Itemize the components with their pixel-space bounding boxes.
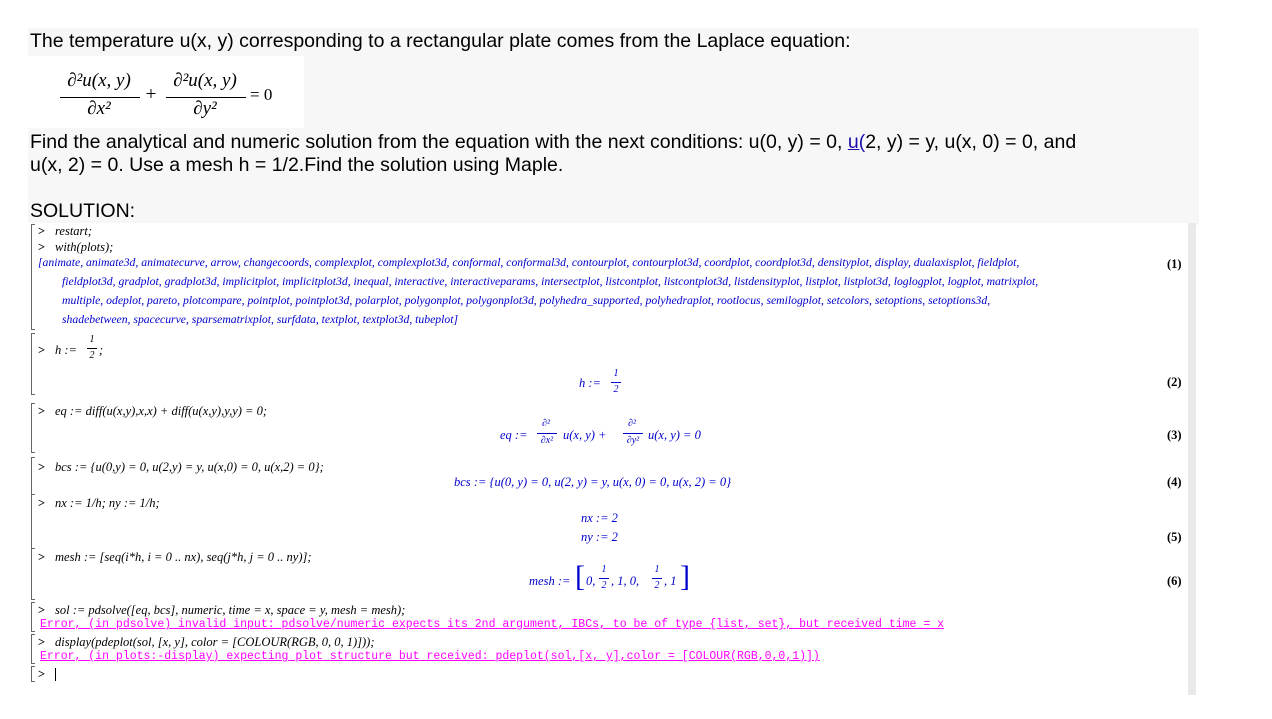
output-mesh-den-2: 2	[654, 580, 660, 591]
prompt: >	[38, 460, 46, 474]
output-plots-line-4: shadebetween, spacecurve, sparsematrixplot, surfdata, textplot, textplot3d, tubeplot]	[62, 313, 459, 326]
group-bracket-6	[31, 548, 35, 600]
prompt: >	[38, 343, 46, 357]
group-bracket-4	[31, 457, 35, 495]
output-eq-dx: ∂x²	[540, 435, 554, 446]
output-mesh-bar-1	[599, 578, 609, 579]
prompt: >	[38, 224, 46, 238]
cmd-with-plots[interactable]: with(plots);	[55, 240, 114, 254]
laplace-equation	[28, 56, 304, 128]
conditions-line-1	[30, 131, 1076, 154]
equation-label-1: (1)	[1167, 257, 1182, 271]
error-display[interactable]: Error, (in plots:-display) expecting plot structure but received: pdeplot(sol,[x, y],color = [COLOUR(RGB,0,0,1)])	[40, 650, 820, 663]
output-plots-line-3: multiple, odeplot, pareto, plotcompare, pointplot, pointplot3d, polarplot, polygonplot, polygonplot3d, polyhedra_supported, polyhedraplot, rootlocus, semilogplot, setcolors, setoptions, setoptions3d,	[62, 294, 991, 307]
cmd-h-end: ;	[99, 343, 104, 357]
intro-text: The temperature u(x, y) corresponding to a rectangular plate comes from the Laplace equation:	[30, 30, 851, 52]
equation-label-5: (5)	[1167, 530, 1182, 544]
output-eq-dy: ∂y²	[626, 435, 640, 446]
cmd-h-den: 2	[89, 350, 95, 361]
output-mesh-close-bracket: ]	[680, 560, 690, 593]
error-pdsolve[interactable]: Error, (in pdsolve) invalid input: pdsolve/numeric expects its 2nd argument, IBCs, to be of type {list, set}, but received time = x	[40, 618, 945, 631]
equation-label-2: (2)	[1167, 375, 1182, 389]
cmd-eq[interactable]: eq := diff(u(x,y),x,x) + diff(u(x,y),y,y) = 0;	[55, 404, 268, 418]
cmd-bcs[interactable]: bcs := {u(0,y) = 0, u(2,y) = y, u(x,0) = 0, u(x,2) = 0};	[55, 460, 324, 474]
output-mesh-open-bracket: [	[575, 560, 585, 593]
equation-label-4: (4)	[1167, 475, 1182, 489]
conditions-line-2: u(x, 2) = 0. Use a mesh h = 1/2.Find the solution using Maple.	[30, 154, 564, 176]
conditions-link[interactable]: u(	[847, 131, 866, 153]
output-nx: nx := 2	[581, 511, 618, 525]
output-eq-d1: ∂²	[542, 418, 550, 429]
cmd-h-lhs[interactable]: h :=	[55, 343, 77, 357]
eq-plus: +	[145, 84, 157, 105]
group-bracket-9	[31, 666, 35, 682]
output-mesh-den-1: 2	[601, 580, 607, 591]
cmd-h-num: 1	[89, 334, 95, 345]
prompt: >	[38, 404, 46, 418]
output-mesh-lhs: mesh :=	[529, 574, 571, 588]
equation-label-3: (3)	[1167, 428, 1182, 442]
output-mesh-num-1: 1	[601, 564, 607, 575]
worksheet-scrollbar[interactable]	[1188, 223, 1196, 695]
solution-heading: SOLUTION:	[30, 200, 136, 222]
output-h-num: 1	[613, 368, 619, 379]
conditions-text-b: 2, y) = y, u(x, 0) = 0, and	[865, 131, 1077, 153]
output-mesh-a: 0,	[586, 574, 596, 588]
output-plots-line-1: [animate, animate3d, animatecurve, arrow, changecoords, complexplot, complexplot3d, conformal, conformal3d, contourplot, contourplot3d, coordplot, coordplot3d, densityplot, display, dualaxisplot, fieldplot,	[38, 256, 1020, 269]
prompt: >	[38, 667, 46, 681]
output-eq-u1: u(x, y) +	[563, 428, 607, 442]
output-h-bar	[611, 382, 621, 383]
cmd-display[interactable]: display(pdeplot(sol, [x, y], color = [COLOUR(RGB, 0, 0, 1)]));	[55, 635, 375, 649]
output-plots-line-2: fieldplot3d, gradplot, gradplot3d, implicitplot, implicitplot3d, inequal, interactive, interactiveparams, intersectplot, listcontplot, listcontplot3d, listdensityplot, listplot, listplot3d, loglogplot, logplot, matrixplot,	[62, 275, 1039, 288]
group-bracket-8	[31, 634, 35, 664]
eq-numerator-1: ∂²u(x, y)	[67, 70, 131, 91]
output-ny: ny := 2	[581, 530, 618, 544]
group-bracket-7	[31, 602, 35, 632]
text-cursor[interactable]	[55, 668, 56, 681]
cmd-pdsolve[interactable]: sol := pdsolve([eq, bcs], numeric, time = x, space = y, mesh = mesh);	[55, 603, 406, 617]
group-bracket-1	[31, 224, 35, 330]
cmd-restart[interactable]: restart;	[55, 224, 93, 238]
eq-numerator-2: ∂²u(x, y)	[173, 70, 237, 91]
output-mesh-num-2: 1	[654, 564, 660, 575]
cmd-nx-ny[interactable]: nx := 1/h; ny := 1/h;	[55, 496, 160, 510]
output-eq-bar-2	[623, 433, 643, 434]
cmd-h-bar	[87, 348, 97, 349]
output-eq-d2: ∂²	[628, 418, 636, 429]
output-eq-u2: u(x, y) = 0	[648, 428, 701, 442]
output-mesh-bar-2	[652, 578, 662, 579]
group-bracket-3	[31, 403, 35, 453]
cmd-mesh[interactable]: mesh := [seq(i*h, i = 0 .. nx), seq(j*h, j = 0 .. ny)];	[55, 550, 312, 564]
output-mesh-b: , 1, 0,	[611, 574, 640, 588]
prompt: >	[38, 603, 46, 617]
output-eq-lhs: eq :=	[500, 428, 528, 442]
prompt: >	[38, 496, 46, 510]
group-bracket-2	[31, 333, 35, 395]
group-bracket-5	[31, 494, 35, 549]
conditions-text-a: Find the analytical and numeric solution from the equation with the next conditions: u(0, y) = 0,	[30, 131, 848, 153]
eq-rhs: = 0	[250, 85, 273, 104]
output-bcs: bcs := {u(0, y) = 0, u(2, y) = y, u(x, 0) = 0, u(x, 2) = 0}	[454, 475, 732, 489]
eq-denominator-1: ∂x²	[87, 98, 111, 119]
output-mesh-c: , 1	[664, 574, 677, 588]
output-h-den: 2	[613, 384, 619, 395]
prompt: >	[38, 240, 46, 254]
prompt: >	[38, 550, 46, 564]
prompt: >	[38, 635, 46, 649]
output-h-lhs: h :=	[579, 376, 601, 390]
eq-denominator-2: ∂y²	[193, 98, 217, 119]
equation-label-6: (6)	[1167, 574, 1182, 588]
output-eq-bar-1	[537, 433, 557, 434]
